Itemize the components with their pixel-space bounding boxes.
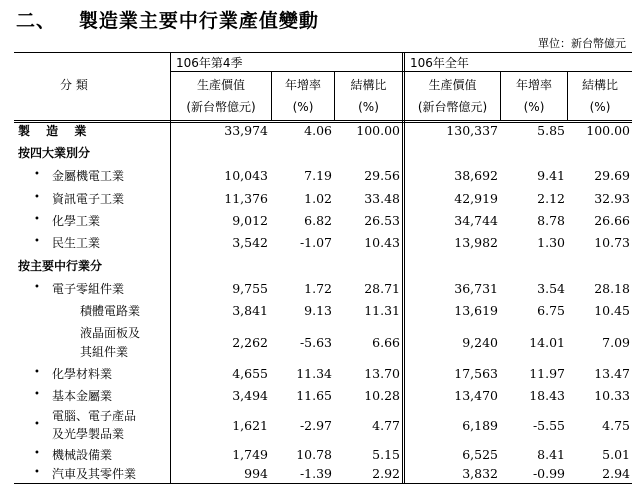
row-label: 民生工業 xyxy=(52,236,101,250)
row-label-line2: 其組件業 xyxy=(80,345,129,359)
cell-growth-year: 14.01 xyxy=(529,335,565,350)
cell-struct-q4: 4.77 xyxy=(372,418,400,433)
section-heading: 按四大業別分 xyxy=(18,146,91,160)
cell-struct-year: 10.33 xyxy=(594,388,630,403)
cell-struct-q4: 6.66 xyxy=(372,335,400,350)
cell-growth-year: 3.54 xyxy=(537,281,565,296)
cell-value-q4: 2,262 xyxy=(232,335,268,350)
row-label: 積體電路業 xyxy=(80,304,141,318)
cell-growth-year: 1.30 xyxy=(537,235,565,250)
cell-struct-year: 2.94 xyxy=(602,466,630,481)
cell-struct-q4: 10.28 xyxy=(364,388,400,403)
header-period-q4: 106年第4季 xyxy=(176,56,243,70)
cell-growth-q4: 10.78 xyxy=(296,447,332,462)
cell-value-q4: 4,655 xyxy=(232,366,268,381)
header-category: 分 類 xyxy=(60,78,88,92)
period-divider-2 xyxy=(404,71,632,72)
cell-growth-year: 18.43 xyxy=(529,388,565,403)
cell-growth-year: 9.41 xyxy=(537,168,565,183)
cell-growth-q4: 1.72 xyxy=(304,281,332,296)
cell-struct-q4: 100.00 xyxy=(356,123,400,138)
cell-value-year: 6,189 xyxy=(462,418,498,433)
bullet-icon: • xyxy=(34,214,40,225)
cell-value-q4: 994 xyxy=(244,466,268,481)
cell-value-q4: 33,974 xyxy=(224,123,268,138)
header-struct-unit-1: (%) xyxy=(358,100,379,114)
cell-struct-q4: 28.71 xyxy=(364,281,400,296)
bullet-icon: • xyxy=(34,419,40,430)
cell-struct-year: 4.75 xyxy=(602,418,630,433)
cell-growth-year: 8.41 xyxy=(537,447,565,462)
cell-struct-q4: 13.70 xyxy=(364,366,400,381)
row-label: 電子零組件業 xyxy=(52,282,125,296)
cell-struct-year: 7.09 xyxy=(602,335,630,350)
header-growth-unit-2: (%) xyxy=(523,100,545,114)
cell-growth-year: -0.99 xyxy=(532,466,565,481)
bullet-icon: • xyxy=(34,282,40,293)
bullet-icon: • xyxy=(34,367,40,378)
cell-growth-year: 5.85 xyxy=(537,123,565,138)
cell-growth-q4: 9.13 xyxy=(304,303,332,318)
cell-growth-q4: -1.39 xyxy=(299,466,332,481)
header-growth-1: 年增率 xyxy=(284,78,321,92)
header-value-1: 生產價值 xyxy=(196,78,245,92)
header-struct-1: 結構比 xyxy=(350,78,387,92)
cell-growth-year: 8.78 xyxy=(537,213,565,228)
header-struct-unit-2: (%) xyxy=(589,100,611,114)
cell-struct-year: 13.47 xyxy=(594,366,630,381)
cell-value-q4: 3,841 xyxy=(232,303,268,318)
row-label: 資訊電子工業 xyxy=(52,192,125,206)
cell-growth-q4: 1.02 xyxy=(304,191,332,206)
section-heading: 按主要中行業分 xyxy=(18,259,103,273)
cell-growth-q4: 11.65 xyxy=(296,388,332,403)
header-value-unit-1: (新台幣億元) xyxy=(186,100,256,114)
row-label: 化學材料業 xyxy=(52,367,113,381)
cell-struct-year: 5.01 xyxy=(602,447,630,462)
row-label: 金屬機電工業 xyxy=(52,169,125,183)
cell-struct-q4: 11.31 xyxy=(364,303,400,318)
bullet-icon: • xyxy=(34,169,40,180)
row-label-line2: 及光學製品業 xyxy=(52,427,125,441)
unit-label: 單位：新台幣億元 xyxy=(538,37,626,50)
cell-struct-year: 100.00 xyxy=(586,123,630,138)
bullet-icon: • xyxy=(34,467,40,478)
cell-struct-q4: 10.43 xyxy=(364,235,400,250)
bullet-icon: • xyxy=(34,389,40,400)
cell-value-q4: 3,494 xyxy=(232,388,268,403)
cell-value-q4: 9,012 xyxy=(232,213,268,228)
row-label-line1: 液晶面板及 xyxy=(80,326,141,340)
cell-value-year: 13,619 xyxy=(454,303,498,318)
cell-growth-q4: 11.34 xyxy=(296,366,332,381)
period-divider xyxy=(170,71,404,72)
cell-growth-year: 2.12 xyxy=(537,191,565,206)
cell-struct-year: 29.69 xyxy=(594,168,630,183)
page-title: 二、 製造業主要中行業產值變動 xyxy=(16,10,319,32)
cell-value-year: 36,731 xyxy=(454,281,498,296)
cell-value-q4: 10,043 xyxy=(224,168,268,183)
bullet-icon: • xyxy=(34,192,40,203)
cell-value-year: 3,832 xyxy=(462,466,498,481)
cell-value-q4: 1,749 xyxy=(232,447,268,462)
row-label: 化學工業 xyxy=(52,214,101,228)
cell-struct-q4: 33.48 xyxy=(364,191,400,206)
header-value-unit-2: (新台幣億元) xyxy=(417,100,488,114)
cell-growth-q4: 7.19 xyxy=(304,168,332,183)
header-period-year: 106年全年 xyxy=(410,56,469,70)
cell-struct-q4: 29.56 xyxy=(364,168,400,183)
header-growth-unit-1: (%) xyxy=(292,100,314,114)
cell-growth-q4: 6.82 xyxy=(304,213,332,228)
row-label: 基本金屬業 xyxy=(52,389,113,403)
cell-value-year: 17,563 xyxy=(454,366,498,381)
cell-value-year: 42,919 xyxy=(454,191,498,206)
col-divider-category xyxy=(170,52,171,483)
cell-value-year: 34,744 xyxy=(454,213,498,228)
cell-struct-year: 32.93 xyxy=(594,191,630,206)
table-top-rule xyxy=(14,52,632,53)
cell-value-year: 130,337 xyxy=(446,123,498,138)
header-growth-2: 年增率 xyxy=(515,78,552,92)
header-struct-2: 結構比 xyxy=(581,78,618,92)
cell-struct-year: 10.45 xyxy=(594,303,630,318)
row-label: 製 造 業 xyxy=(18,124,93,138)
cell-value-q4: 1,621 xyxy=(232,418,268,433)
cell-growth-q4: 4.06 xyxy=(304,123,332,138)
bullet-icon: • xyxy=(34,236,40,247)
cell-growth-q4: -1.07 xyxy=(299,235,332,250)
cell-struct-q4: 26.53 xyxy=(364,213,400,228)
col-divider-period xyxy=(402,52,403,483)
cell-struct-year: 10.73 xyxy=(594,235,630,250)
cell-growth-q4: -5.63 xyxy=(299,335,332,350)
cell-growth-q4: -2.97 xyxy=(299,418,332,433)
cell-struct-year: 26.66 xyxy=(594,213,630,228)
cell-growth-year: 11.97 xyxy=(529,366,565,381)
bullet-icon: • xyxy=(34,448,40,459)
cell-growth-year: 6.75 xyxy=(537,303,565,318)
cell-value-q4: 11,376 xyxy=(224,191,268,206)
cell-struct-q4: 5.15 xyxy=(372,447,400,462)
row-label: 機械設備業 xyxy=(52,448,113,462)
cell-growth-year: -5.55 xyxy=(532,418,565,433)
cell-struct-year: 28.18 xyxy=(594,281,630,296)
cell-value-year: 13,470 xyxy=(454,388,498,403)
row-label-line1: 電腦、電子產品 xyxy=(52,409,137,423)
cell-value-year: 13,982 xyxy=(454,235,498,250)
cell-value-q4: 3,542 xyxy=(232,235,268,250)
cell-value-q4: 9,755 xyxy=(232,281,268,296)
header-value-2: 生產價值 xyxy=(428,78,477,92)
table-header-rule xyxy=(14,120,632,121)
cell-value-year: 6,525 xyxy=(462,447,498,462)
cell-value-year: 38,692 xyxy=(454,168,498,183)
cell-value-year: 9,240 xyxy=(462,335,498,350)
table-bottom-rule xyxy=(14,483,632,484)
cell-struct-q4: 2.92 xyxy=(372,466,400,481)
row-label: 汽車及其零件業 xyxy=(52,467,137,481)
